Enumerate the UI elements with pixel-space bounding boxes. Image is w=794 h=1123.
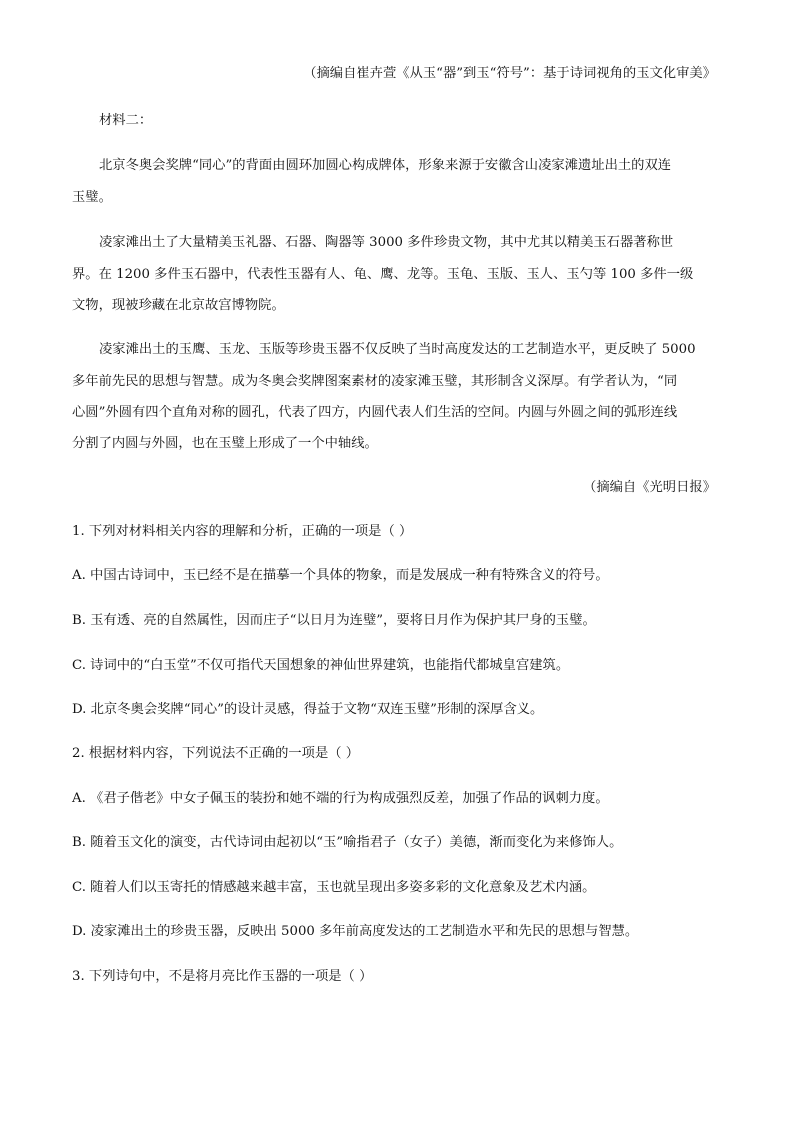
question-2-option-d: D. 凌家滩出土的珍贵玉器，反映出 5000 多年前高度发达的工艺制造水平和先民的思想与智慧。 xyxy=(72,924,639,939)
question-2-option-a: A. 《君子偕老》中女子佩玉的装扮和她不端的行为构成强烈反差，加强了作品的讽刺力度。 xyxy=(72,791,609,806)
paragraph-3-line-1: 凌家滩出土的玉鹰、玉龙、玉版等珍贵玉器不仅反映了当时高度发达的工艺制造水平，更反映了 5000 xyxy=(99,342,696,357)
question-2-stem: 2. 根据材料内容，下列说法不正确的一项是（ ） xyxy=(72,746,360,761)
source-citation-1: （摘编自崔卉萱《从玉“器”到玉“符号”：基于诗词视角的玉文化审美》 xyxy=(303,66,716,81)
paragraph-1-line-1: 北京冬奥会奖牌“同心”的背面由圆环加圆心构成牌体，形象来源于安徽含山凌家滩遗址出土的双连 xyxy=(99,158,672,173)
question-1-option-d: D. 北京冬奥会奖牌“同心”的设计灵感，得益于文物“双连玉璧”形制的深厚含义。 xyxy=(72,702,544,717)
paragraph-3-line-2: 多年前先民的思想与智慧。成为冬奥会奖牌图案素材的凌家滩玉璧，其形制含义深厚。有学者认为，“同 xyxy=(72,374,678,389)
question-1-stem: 1. 下列对材料相关内容的理解和分析，正确的一项是（ ） xyxy=(72,524,413,539)
material-2-heading: 材料二： xyxy=(99,113,153,128)
paragraph-3-line-3: 心圆”外圆有四个直角对称的圆孔，代表了四方，内圆代表人们生活的空间。内圆与外圆之间的弧形连线 xyxy=(72,405,678,420)
question-1-option-c: C. 诗词中的“白玉堂”不仅可指代天国想象的神仙世界建筑，也能指代都城皇宫建筑。 xyxy=(72,658,570,673)
paragraph-3-line-4: 分割了内圆与外圆，也在玉璧上形成了一个中轴线。 xyxy=(72,436,378,451)
question-1-option-a: A. 中国古诗词中，玉已经不是在描摹一个具体的物象，而是发展成一种有特殊含义的符号。 xyxy=(72,568,609,583)
paragraph-2-line-2: 界。在 1200 多件玉石器中，代表性玉器有人、龟、鹰、龙等。玉龟、玉版、玉人、玉勺等 100 多件一级 xyxy=(72,267,694,282)
question-2-option-c: C. 随着人们以玉寄托的情感越来越丰富，玉也就呈现出多姿多彩的文化意象及艺术内涵。 xyxy=(72,880,596,895)
source-citation-2: （摘编自《光明日报》 xyxy=(583,480,716,495)
question-3-stem: 3. 下列诗句中，不是将月亮比作玉器的一项是（ ） xyxy=(72,969,373,984)
question-2-option-b: B. 随着玉文化的演变，古代诗词由起初以“玉”喻指君子（女子）美德，渐而变化为来修饰人。 xyxy=(72,835,623,850)
paragraph-2-line-1: 凌家滩出土了大量精美玉礼器、石器、陶器等 3000 多件珍贵文物，其中尤其以精美玉石器著称世 xyxy=(99,235,674,250)
question-1-option-b: B. 玉有透、亮的自然属性，因而庄子“以日月为连璧”，要将日月作为保护其尸身的玉璧。 xyxy=(72,613,596,628)
paragraph-1-line-2: 玉璧。 xyxy=(72,190,112,205)
paragraph-2-line-3: 文物，现被珍藏在北京故宫博物院。 xyxy=(72,298,285,313)
